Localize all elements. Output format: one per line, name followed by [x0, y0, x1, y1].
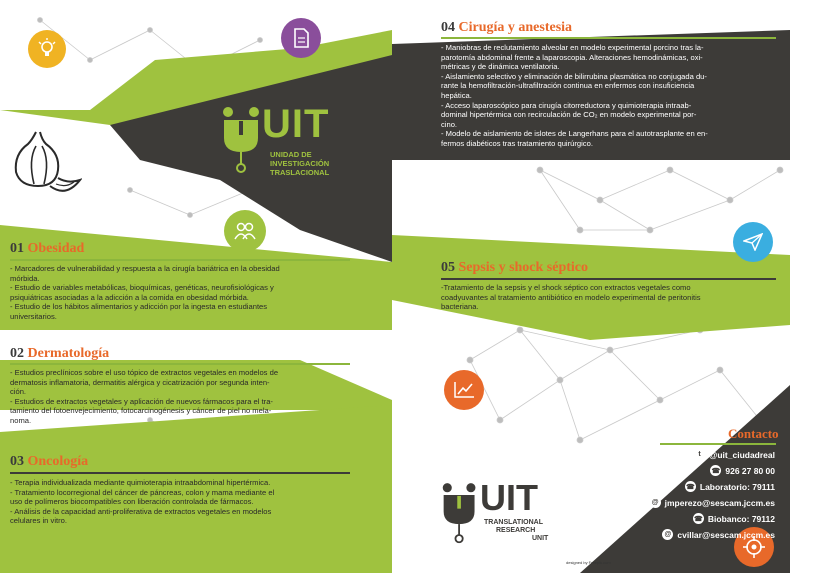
contact-title: Contacto — [728, 426, 779, 441]
garlic-icon — [6, 128, 82, 198]
section-01-line: universitarios. — [10, 311, 57, 321]
section-02-line: tamiento del fotoenvejecimiento, fotocarcinogénesis y cáncer de piel no mela- — [10, 406, 272, 416]
contact-text: @uit_ciudadreal — [709, 449, 775, 460]
contact-text: Laboratorio: 79111 — [699, 481, 775, 492]
section-02-line: - Estudios preclínicos sobre el uso tópico de extractos vegetales en modelos de — [10, 368, 279, 377]
logo-secondary-letters: UIT — [480, 477, 538, 518]
lightbulb-icon — [28, 30, 66, 68]
section-02-heading — [10, 346, 109, 362]
section-04-line: - Aislamiento selectivo y eliminación de bilirrubina plasmática no conjugada du- — [441, 71, 707, 81]
section-05-rule — [441, 278, 776, 280]
section-04-line: métricas y de dinámica ventilatoria. — [441, 62, 560, 72]
contact-text: jmperezo@sescam.jccm.es — [664, 497, 775, 508]
mouse-logo-icon — [440, 482, 480, 548]
section-02-body — [10, 368, 360, 426]
section-03-heading — [10, 454, 88, 470]
logo-main-line1: UNIDAD DE — [270, 150, 312, 159]
section-01-line: mórbida. — [10, 273, 40, 283]
section-04-line: cino. — [441, 119, 458, 129]
section-04-heading — [441, 20, 572, 36]
section-01-line: - Estudio de variables metabólicas, bioquímicas, genéticas, neurofisiológicas y — [10, 283, 274, 293]
email-icon: @ — [650, 497, 661, 508]
section-05-line: -Tratamiento de la sepsis y el shock séptico con extractos vegetales como — [441, 283, 691, 292]
section-02-line: noma. — [10, 415, 32, 425]
contact-text: Biobanco: 79112 — [707, 513, 775, 524]
section-01-line: psiquiátricas asociadas a la adicción a la comida en obesidad mórbida. — [10, 292, 249, 302]
section-04-body — [441, 43, 781, 149]
uit-logo-secondary — [440, 477, 570, 560]
section-01-body — [10, 264, 360, 322]
section-03-number: 03 — [10, 454, 24, 469]
section-03-line: - Terapia individualizada mediante quimioterapia intraabdominal hipertérmica. — [10, 478, 271, 487]
people-icon — [224, 210, 266, 252]
section-05-number: 05 — [441, 260, 455, 275]
section-04-line: fermos diabéticos tras tratamiento quirúrgico. — [441, 138, 593, 148]
logo-main-line3: TRASLACIONAL — [270, 168, 330, 177]
document-icon — [281, 18, 321, 58]
section-03-rule — [10, 472, 350, 474]
twitter-icon: t — [694, 449, 705, 460]
logo-secondary-line3: UNIT — [532, 535, 549, 542]
contact-phone-biobank[interactable] — [693, 513, 775, 524]
section-01-number: 01 — [10, 241, 24, 256]
logo-main-letters: UIT — [262, 102, 330, 146]
section-04-line: rante la hemofiltración-ultrafiltración continua en enfermos con insuficiencia — [441, 81, 695, 91]
logo-secondary-line2: RESEARCH — [496, 527, 536, 534]
email-icon: @ — [662, 529, 673, 540]
section-01-line: - Marcadores de vulnerabilidad y respuesta a la cirugía bariátrica en la obesidad — [10, 264, 280, 273]
contact-email-2[interactable] — [662, 529, 775, 540]
phone-icon: ☎ — [693, 513, 704, 524]
section-04-line: - Acceso laparoscópico para cirugía citorreductora y quimioterapia intraab- — [441, 100, 692, 110]
contact-text: 926 27 80 00 — [725, 465, 775, 476]
logo-secondary-line1: TRANSLATIONAL — [484, 519, 543, 526]
section-03-title: Oncología — [27, 454, 89, 469]
contact-phone-main[interactable] — [710, 465, 775, 476]
section-04-number: 04 — [441, 20, 455, 35]
section-01-heading — [10, 241, 84, 257]
uit-logo-main — [220, 102, 360, 186]
chart-icon — [444, 370, 484, 410]
section-03-line: celulares in vitro. — [10, 516, 67, 526]
section-03-body — [10, 478, 360, 526]
logo-main-line2: INVESTIGACIÓN — [270, 159, 330, 168]
section-01-line: - Estudio de los hábitos alimentarios y adicción por la ingesta en estudiantes — [10, 302, 268, 312]
section-04-line: dominal hipertérmica con recirculación de CO₂ en modelo experimental por- — [441, 110, 697, 120]
phone-icon: ☎ — [685, 481, 696, 492]
section-02-number: 02 — [10, 346, 24, 361]
section-03-line: - Análisis de la capacidad anti-proliferativa de extractos vegetales en modelos — [10, 506, 272, 516]
section-05-heading — [441, 260, 588, 276]
paper-plane-icon — [733, 222, 773, 262]
section-01-rule — [10, 259, 350, 261]
section-03-line: uso de polímeros biocompatibles con liberación controlada de fármacos. — [10, 497, 254, 507]
section-04-line: - Maniobras de reclutamiento alveolar en modelo experimental porcino tras la- — [441, 43, 704, 52]
contact-text: cvillar@sescam.jccm.es — [677, 529, 775, 540]
design-credit: designed by Freepik.com — [566, 560, 611, 565]
section-02-line: - Estudios de extractos vegetales y aplicación de nuevos fármacos para el tra- — [10, 396, 273, 406]
section-04-rule — [441, 37, 776, 39]
contact-twitter[interactable] — [694, 449, 775, 460]
mouse-logo-icon — [220, 106, 264, 178]
phone-icon: ☎ — [710, 465, 721, 476]
section-02-rule — [10, 363, 350, 365]
section-01-title: Obesidad — [27, 241, 85, 256]
section-03-line: - Tratamiento locorregional del cáncer de páncreas, colon y mama mediante el — [10, 487, 275, 497]
section-05-body — [441, 283, 781, 312]
section-02-line: ción. — [10, 387, 27, 397]
contact-rule — [660, 443, 776, 445]
section-04-title: Cirugía y anestesia — [458, 20, 573, 35]
section-04-line: - Modelo de aislamiento de islotes de Langerhans para el autotrasplante en en- — [441, 129, 708, 139]
section-04-line: parotomía abdominal frente a laparoscopia. Alteraciones hemodinámicas, oxi- — [441, 52, 703, 62]
contact-phone-lab[interactable] — [685, 481, 775, 492]
contact-email-1[interactable] — [650, 497, 775, 508]
section-02-title: Dermatología — [27, 346, 110, 361]
section-02-line: dermatosis inflamatoria, dermatitis alérgica y cicatrización por segunda inten- — [10, 377, 270, 387]
section-05-title: Sepsis y shock séptico — [458, 260, 589, 275]
section-05-line: bacteriana. — [441, 302, 479, 312]
section-04-line: hepática. — [441, 90, 472, 100]
section-05-line: coadyuvantes al tratamiento antibiótico en modelo experimental de peritonitis — [441, 292, 701, 302]
